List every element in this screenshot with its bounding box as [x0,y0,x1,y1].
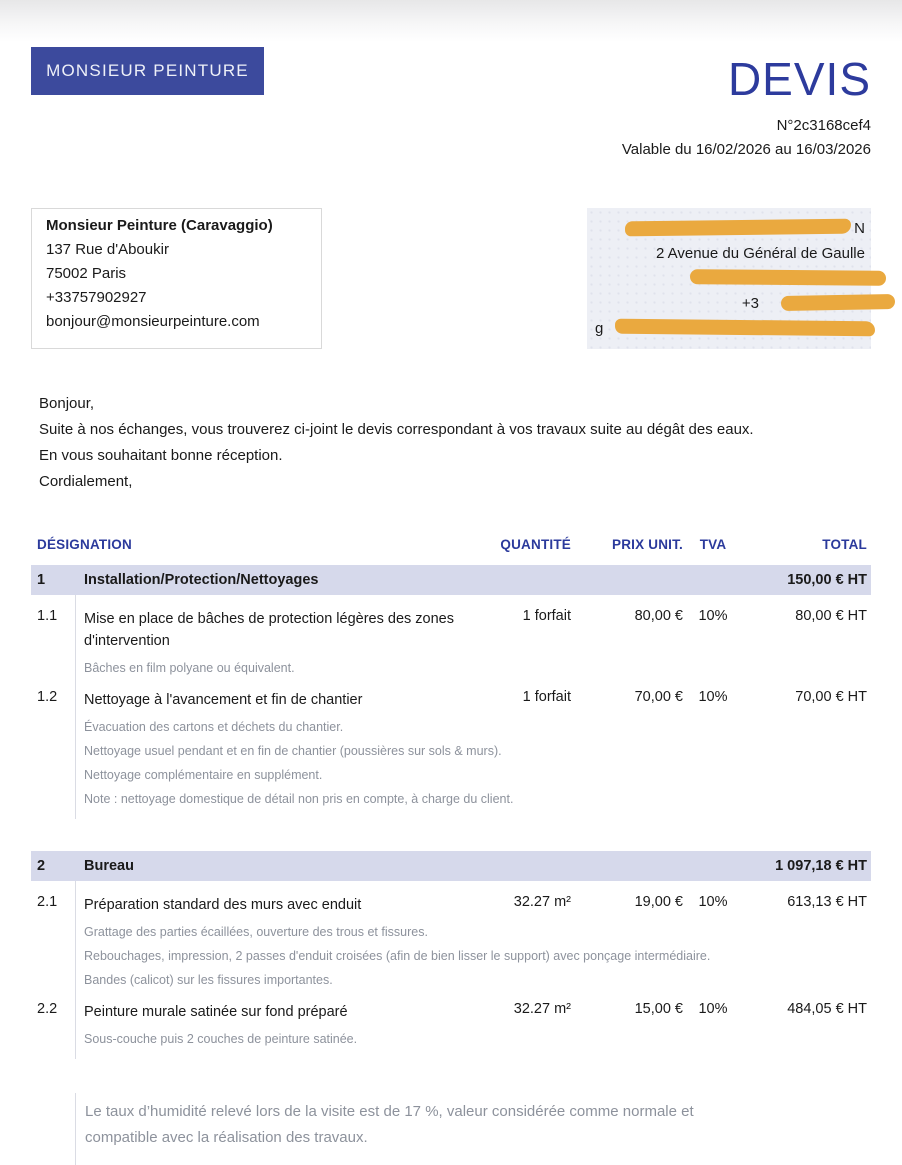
item-tax: 10% [698,689,728,705]
item-title: Préparation standard des murs avec enduit [84,897,362,913]
table-row [31,881,871,988]
item-total: 70,00 € HT [795,689,867,705]
recipient-phone-line [595,291,865,316]
recipient-name-fragment: N [854,220,865,237]
sender-phone: +33757902927 [46,289,147,306]
header-total: TOTAL [822,537,867,552]
recipient-street: 2 Avenue du Général de Gaulle [655,245,865,262]
section-number: 2 [37,858,46,874]
item-note: Évacuation des cartons et déchets du chantier. [84,720,344,734]
sender-street: 137 Rue d'Aboukir [46,241,169,258]
document-title: DEVIS [727,53,871,105]
section-title: Installation/Protection/Nettoyages [84,572,319,588]
recipient-street-line [595,241,865,266]
item-unit-price: 15,00 € [634,1001,683,1017]
table-row [31,988,871,1047]
quote-items-table [31,537,871,1059]
table-header-row [31,537,871,552]
item-note: Sous-couche puis 2 couches de peinture satinée. [84,1032,358,1046]
header-unit-price: PRIX UNIT. [611,537,683,552]
item-quantity: 32.27 m² [513,894,571,910]
recipient-name-line [595,216,865,241]
item-unit-price: 70,00 € [634,689,683,705]
recipient-city-line [595,266,865,291]
document-meta [621,53,871,158]
section-header-row [31,565,871,595]
item-tax: 10% [698,1001,728,1017]
item-quantity: 32.27 m² [513,1001,571,1017]
header-tax: TVA [699,537,727,552]
item-title: Nettoyage à l'avancement et fin de chantier [84,692,363,708]
greeting-line: En vous souhaitant bonne réception. [39,447,283,464]
item-note: Bandes (calicot) sur les fissures importantes. [84,973,333,987]
greeting-line: Suite à nos échanges, vous trouverez ci-joint le devis correspondant à vos travaux suite au dégât des eaux. [39,421,754,438]
recipient-email-fragment: g [595,320,604,337]
item-notes [75,652,871,676]
item-number: 2.2 [37,1001,58,1017]
item-total: 613,13 € HT [787,894,867,910]
redaction-scribble [625,219,851,237]
section-total: 1 097,18 € HT [775,858,867,874]
sender-city: 75002 Paris [46,265,127,282]
recipient-phone-fragment: +3 [741,295,759,312]
item-unit-price: 80,00 € [634,608,683,624]
company-logo [31,47,264,95]
item-number: 1.1 [37,608,58,624]
validity-dates: Valable du 16/02/2026 au 16/03/2026 [621,141,871,158]
redaction-scribble [690,269,886,286]
greeting-line: Cordialement, [39,473,133,490]
item-unit-price: 19,00 € [634,894,683,910]
section-installation [31,565,871,819]
item-title: Mise en place de bâches de protection légères des zones d'intervention [84,611,454,649]
recipient-email-line [595,316,865,341]
sender-address-box [31,208,322,349]
section-header-row [31,851,871,881]
document-header [31,47,871,158]
item-quantity: 1 forfait [522,689,571,705]
item-note: Rebouchages, impression, 2 passes d'enduit croisées (afin de bien lisser le support) avec ponçage intermédiaire. [84,949,711,963]
section-body [31,595,871,819]
humidity-footnote: Le taux d’humidité relevé lors de la visite est de 17 %, valeur considérée comme normale et compatible avec la réalisation des travaux. [75,1093,871,1165]
item-number: 2.1 [37,894,58,910]
section-title: Bureau [84,858,134,874]
item-quantity: 1 forfait [522,608,571,624]
item-total: 80,00 € HT [795,608,867,624]
addresses-row [31,208,871,349]
section-total: 150,00 € HT [787,572,867,588]
item-number: 1.2 [37,689,58,705]
section-body [31,881,871,1059]
recipient-address-box [587,208,871,349]
redaction-scribble [615,319,875,337]
item-note: Grattage des parties écaillées, ouverture des trous et fissures. [84,925,428,939]
sender-name: Monsieur Peinture (Caravaggio) [46,217,273,234]
item-note: Note : nettoyage domestique de détail non pris en compte, à charge du client. [84,792,514,806]
company-logo-text: MONSIEUR PEINTURE [46,61,249,80]
item-note: Nettoyage complémentaire en supplément. [84,768,323,782]
redaction-scribble [781,294,895,311]
header-quantity: QUANTITÉ [500,537,571,552]
sender-email: bonjour@monsieurpeinture.com [46,313,260,330]
item-note: Nettoyage usuel pendant et en fin de chantier (poussières sur sols & murs). [84,744,502,758]
header-designation: DÉSIGNATION [37,537,132,552]
item-tax: 10% [698,608,728,624]
item-total: 484,05 € HT [787,1001,867,1017]
greeting-message [39,391,871,495]
item-notes [75,1023,871,1047]
item-note: Bâches en film polyane ou équivalent. [84,661,295,675]
section-bureau [31,851,871,1059]
item-tax: 10% [698,894,728,910]
item-title: Peinture murale satinée sur fond préparé [84,1004,348,1020]
greeting-line: Bonjour, [39,395,95,412]
item-notes [75,711,871,807]
document-number: N°2c3168cef4 [776,117,871,134]
item-notes [75,916,871,988]
section-number: 1 [37,572,46,588]
table-row [31,595,871,676]
table-row [31,676,871,807]
